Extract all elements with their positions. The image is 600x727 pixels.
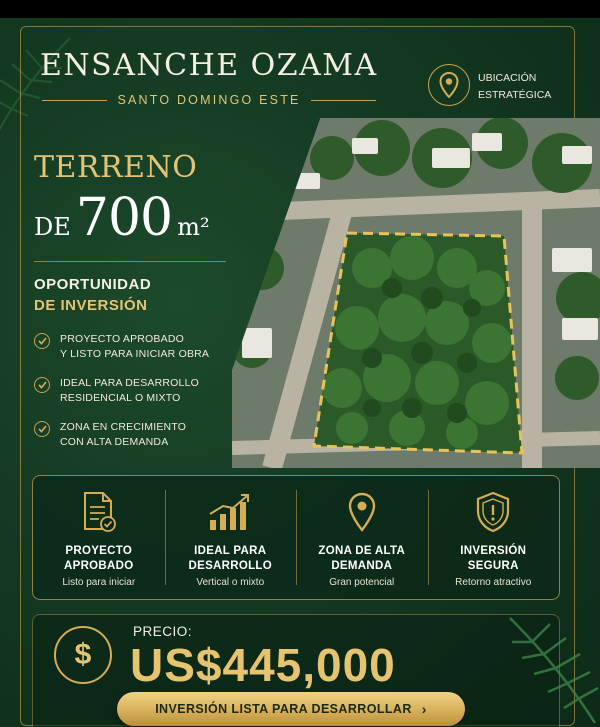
dollar-icon: $ [54,626,112,684]
page-subtitle: SANTO DOMINGO ESTE [117,93,301,107]
lot-area-unit: m² [177,213,210,241]
price-value: US$445,000 [130,639,396,691]
opportunity-line1: OPORTUNIDAD [34,276,152,293]
features-panel [32,475,560,600]
feature-title: ZONA DE ALTA DEMANDA [318,545,406,572]
opportunity-line2: DE INVERSIÓN [34,297,148,314]
feature-development [165,476,297,599]
palm-leaf-decoration [490,608,600,727]
growth-chart-icon [165,490,297,534]
feature-title: PROYECTO APROBADO [64,545,134,572]
lot-heading: TERRENO [34,150,198,185]
lot-area-value: 700 [75,188,173,248]
location-badge-line2: ESTRATÉGICA [478,89,552,101]
feature-subtitle: Retorno atractivo [455,577,532,588]
list-item [34,332,234,362]
shield-icon [428,490,560,534]
location-pin-icon [428,64,470,106]
checkmark-icon [34,377,50,393]
benefit-list [34,332,234,464]
lot-area [34,188,210,248]
feature-subtitle: Vertical o mixto [196,577,265,588]
opportunity-heading [34,274,151,316]
feature-subtitle: Listo para iniciar [62,577,136,588]
location-pin-icon [296,490,428,534]
divider-line [34,261,226,262]
location-badge-line1: UBICACIÓN [478,72,537,84]
feature-approved-project [33,476,165,599]
feature-title: IDEAL PARA DESARROLLO [188,545,272,572]
chevron-right-icon: › [421,701,427,717]
page-title: ENSANCHE OZAMA [40,48,378,83]
feature-subtitle: Gran potencial [329,577,395,588]
location-badge-text [478,70,551,104]
list-item [34,376,234,406]
divider-line [42,100,107,101]
feature-secure-investment [428,476,560,599]
real-estate-poster [0,18,600,727]
price-label: PRECIO: [133,624,193,639]
document-check-icon [33,490,165,534]
list-item-text: PROYECTO APROBADO Y LISTO PARA INICIAR OBRA [60,333,210,360]
checkmark-icon [34,421,50,437]
lot-area-prefix: DE [34,213,71,241]
subtitle-row [42,90,376,110]
checkmark-icon [34,333,50,349]
cta-button[interactable] [117,692,465,726]
list-item-text: ZONA EN CRECIMIENTO CON ALTA DEMANDA [60,421,187,448]
feature-high-demand [296,476,428,599]
feature-title: INVERSIÓN SEGURA [460,545,527,572]
list-item [34,420,234,450]
list-item-text: IDEAL PARA DESARROLLO RESIDENCIAL O MIXTO [60,377,199,404]
divider-line [311,100,376,101]
cta-label: INVERSIÓN LISTA PARA DESARROLLAR [155,702,412,716]
